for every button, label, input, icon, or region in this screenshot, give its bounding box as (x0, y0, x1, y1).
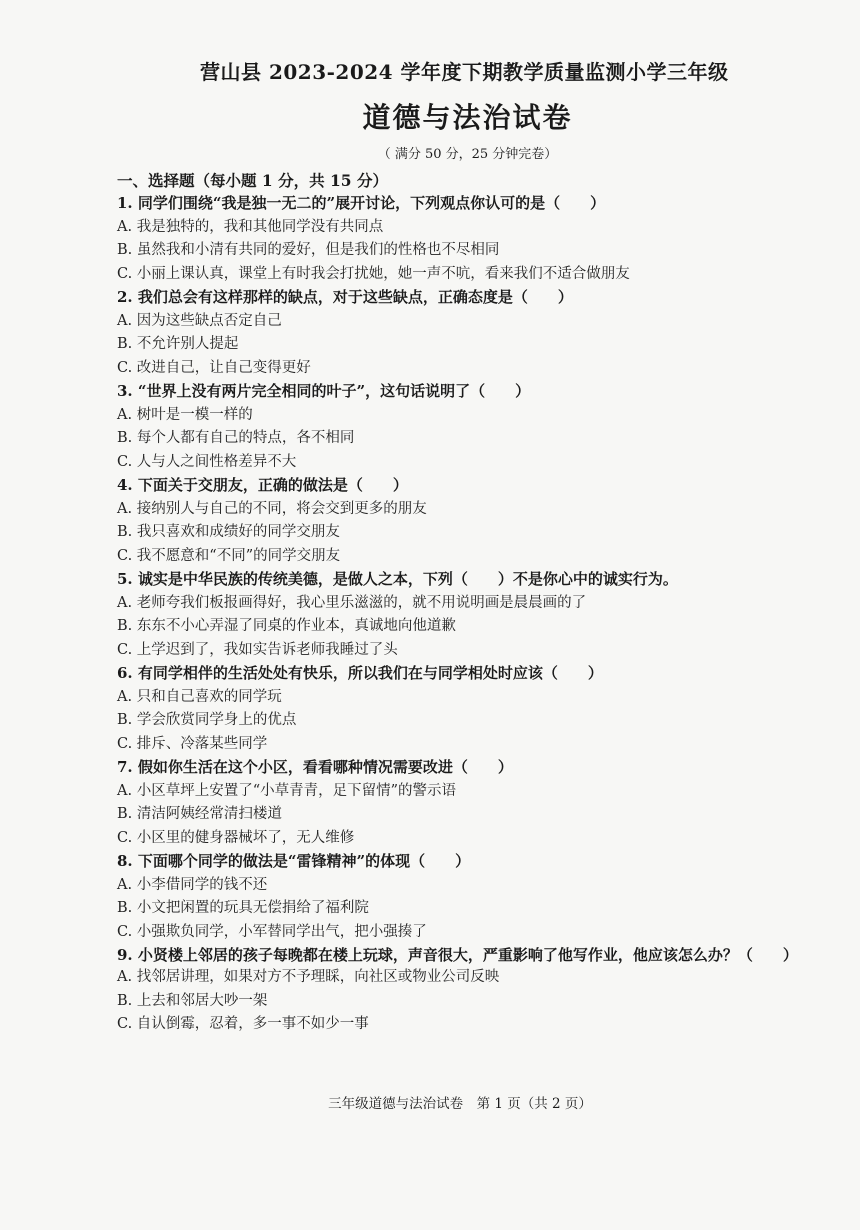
option-a: A. 因为这些缺点否定自己 (117, 312, 282, 329)
exam-title: 道德与法治试卷 (362, 101, 573, 134)
option-b: B. 清洁阿姨经常清扫楼道 (117, 806, 282, 822)
question-stem: 6. 有同学相伴的生活处处有快乐，所以我们在与同学相处时应该（ ） (117, 664, 603, 682)
question-stem: 4. 下面关于交朋友，正确的做法是（ ） (117, 476, 408, 494)
option-c: C. 小强欺负同学，小军替同学出气，把小强揍了 (117, 923, 427, 940)
question-9 (117, 944, 807, 1037)
option-a: A. 老师夸我们板报画得好，我心里乐滋滋的，就不用说明画是晨晨画的了 (117, 594, 587, 611)
option-b: B. 小文把闲置的玩具无偿捐给了福利院 (117, 900, 369, 916)
option-c: C. 小丽上课认真，课堂上有时我会打扰她，她一声不吭，看来我们不适合做朋友 (117, 265, 630, 282)
option-c: C. 改进自己，让自己变得更好 (117, 359, 311, 376)
option-b: B. 每个人都有自己的特点，各不相同 (117, 430, 355, 446)
question-stem: 3. “世界上没有两片完全相同的叶子”，这句话说明了（ ） (117, 382, 531, 400)
option-a: A. 树叶是一模一样的 (117, 406, 253, 423)
exam-header-line1: 营山县 2023-2024 学年度下期教学质量监测小学三年级 (200, 60, 729, 84)
question-5 (117, 568, 807, 662)
option-c: C. 小区里的健身器械坏了，无人维修 (117, 829, 355, 846)
question-6 (117, 662, 807, 756)
question-stem: 2. 我们总会有这样那样的缺点，对于这些缺点，正确态度是（ ） (117, 288, 573, 306)
option-b: B. 虽然我和小清有共同的爱好，但是我们的性格也不尽相同 (117, 242, 500, 258)
option-c: C. 排斥、冷落某些同学 (117, 735, 268, 752)
question-stem: 5. 诚实是中华民族的传统美德，是做人之本，下列（ ）不是你心中的诚实行为。 (117, 570, 678, 588)
exam-subtitle: （ 满分 50 分，25 分钟完卷） (377, 147, 558, 162)
question-list (117, 192, 807, 1037)
option-a: A. 小李借同学的钱不还 (117, 876, 268, 893)
question-7 (117, 756, 807, 850)
option-b: B. 东东不小心弄湿了同桌的作业本，真诚地向他道歉 (117, 618, 456, 634)
question-4 (117, 474, 807, 568)
question-stem: 1. 同学们围绕“我是独一无二的”展开讨论，下列观点你认可的是（ ） (117, 194, 606, 212)
option-a: A. 接纳别人与自己的不同，将会交到更多的朋友 (117, 500, 427, 517)
question-1 (117, 192, 807, 286)
option-b: B. 不允许别人提起 (117, 336, 239, 352)
option-c: C. 我不愿意和“不同”的同学交朋友 (117, 547, 341, 564)
option-a: A. 只和自己喜欢的同学玩 (117, 688, 282, 705)
option-b: B. 学会欣赏同学身上的优点 (117, 712, 297, 728)
question-stem: 9. 小贤楼上邻居的孩子每晚都在楼上玩球，声音很大，严重影响了他写作业，他应该怎么办？（ ） (117, 946, 798, 964)
question-stem: 7. 假如你生活在这个小区，看看哪种情况需要改进（ ） (117, 758, 513, 776)
page-footer: 三年级道德与法治试卷 第 1 页（共 2 页） (328, 1096, 592, 1112)
option-b: B. 我只喜欢和成绩好的同学交朋友 (117, 524, 340, 540)
question-2 (117, 286, 807, 380)
option-a: A. 我是独特的，我和其他同学没有共同点 (117, 218, 384, 235)
section-heading: 一、选择题（每小题 1 分，共 15 分） (117, 171, 388, 190)
option-a: A. 小区草坪上安置了“小草青青，足下留情”的警示语 (117, 782, 457, 799)
question-stem: 8. 下面哪个同学的做法是“雷锋精神”的体现（ ） (117, 852, 471, 870)
option-a: A. 找邻居讲理，如果对方不予理睬，向社区或物业公司反映 (117, 969, 500, 985)
option-c: C. 自认倒霉，忍着，多一事不如少一事 (117, 1016, 369, 1032)
option-c: C. 上学迟到了，我如实告诉老师我睡过了头 (117, 641, 398, 658)
option-b: B. 上去和邻居大吵一架 (117, 992, 268, 1009)
question-3 (117, 380, 807, 474)
option-c: C. 人与人之间性格差异不大 (117, 453, 297, 470)
question-8 (117, 850, 807, 944)
